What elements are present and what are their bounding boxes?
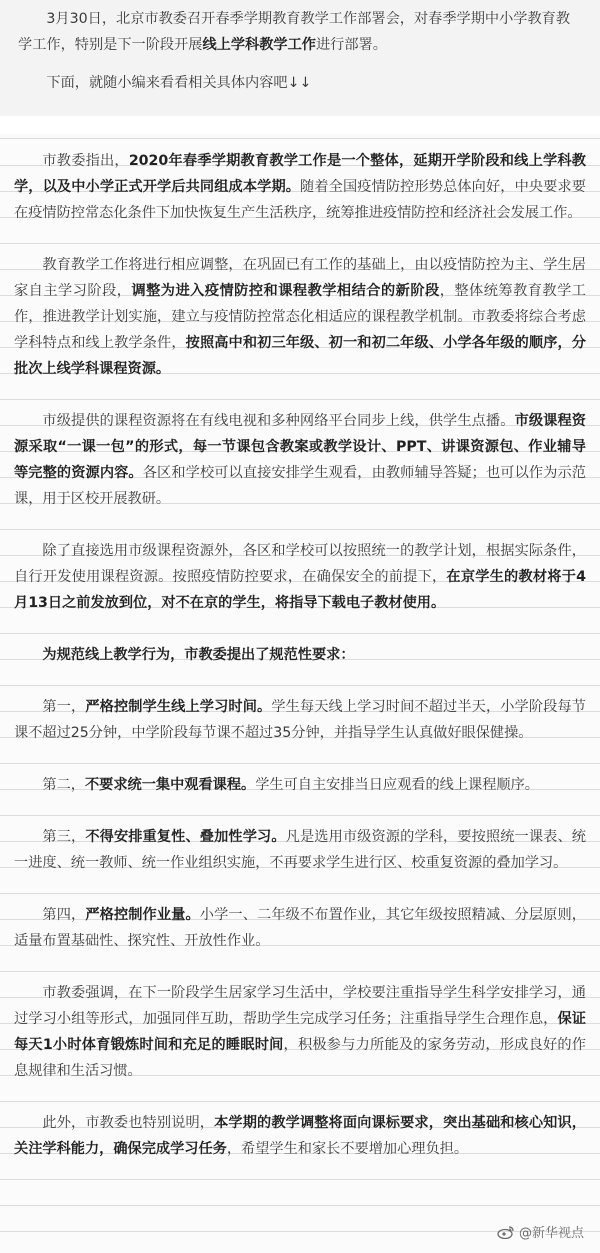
text-span: 市教委强调，在下一阶段学生居家学习生活中，学校要注重指导学生科学安排学习，通过学习小组等形式，加强同伴互助，帮助学生完成学习任务；注重指导学生合理作息， — [14, 985, 586, 1027]
bold-span: 严格控制学生线上学习时间。 — [85, 699, 272, 715]
paragraph-1 — [14, 148, 586, 226]
bold-span: 线上学科教学工作 — [202, 37, 316, 53]
watermark-text: @新华视点 — [518, 1226, 584, 1241]
text-span: 市级提供的课程资源将在有线电视和多种网络平台同步上线，供学生点播。 — [42, 413, 515, 429]
text-span: 随着全国疫情防控形势总体向好，中央要求要在疫情防控常态化条件下加快恢复生产生活秩序，统筹推进疫情防控和经济社会发展工作。 — [14, 179, 586, 221]
text-span: 进行部署。 — [315, 37, 387, 53]
bold-span: 不要求统一集中观看课程。 — [84, 777, 256, 793]
paragraph-3 — [14, 408, 586, 512]
bold-span: 保证每天1小时体育锻炼时间和充足的睡眠时间 — [14, 1011, 586, 1053]
paragraph-9 — [14, 902, 586, 954]
text-span: 除了直接选用市级课程资源外，各区和学校可以按照统一的教学计划，根据实际条件，自行开发使用课程资源。按照疫情防控要求，在确保安全的前提下， — [14, 543, 586, 585]
text-span: ，希望学生和家长不要增加心理负担。 — [226, 1141, 469, 1157]
paragraph-8 — [14, 824, 586, 876]
intro-prompt: 下面，就随小编来看看相关具体内容吧↓↓ — [46, 75, 312, 91]
paragraph-6 — [14, 694, 586, 746]
weibo-icon — [497, 1225, 515, 1239]
weibo-watermark — [497, 1222, 584, 1241]
paragraph-11 — [14, 1110, 586, 1162]
paragraph-2 — [14, 252, 586, 382]
text-span: 学生每天线上学习时间不超过半天，小学阶段每节课不超过25分钟，中学阶段每节课不超过35分钟，并指导学生认真做好眼保健操。 — [14, 699, 586, 741]
text-span: 凡是选用市级资源的学科，要按照统一课表、统一进度、统一教师、统一作业组织实施，不再要求学生进行区、校重复资源的叠加学习。 — [14, 829, 586, 871]
bold-span: 市级课程资源采取“一课一包”的形式，每一节课包含教案或教学设计、PPT、讲课资源包、作业辅导等完整的资源内容。 — [14, 413, 586, 481]
text-span: 教育教学工作将进行相应调整，在巩固已有工作的基础上，由以疫情防控为主、学生居家自主学习阶段， — [14, 257, 586, 299]
text-span: ，积极参与力所能及的家务劳动，形成良好的作息规律和生活习惯。 — [14, 1037, 586, 1079]
article-body — [0, 134, 600, 1253]
bold-span: 为规范线上教学行为，市教委提出了规范性要求： — [42, 647, 355, 663]
text-span: 第四， — [42, 907, 86, 923]
paragraph-10 — [14, 980, 586, 1084]
text-span: 此外，市教委也特别说明， — [42, 1115, 215, 1131]
bold-span: 2020年春季学期教育教学工作是一个整体，延期开学阶段和线上学科教学，以及中小学正式开学后共同组成本学期。 — [14, 153, 586, 195]
paragraph-7 — [14, 772, 586, 798]
text-span: 第二， — [42, 777, 85, 793]
text-span: 第三， — [42, 829, 86, 845]
text-span: ，整体统筹教育教学工作，推进教学计划实施，建立与疫情防控常态化相适应的课程教学机制。市教委将综合考虑学科特点和线上教学条件， — [14, 283, 586, 351]
intro-paragraph — [18, 6, 584, 58]
bold-span: 在京学生的教材将于4月13日之前发放到位，对不在京的学生，将指导下载电子教材使用。 — [14, 569, 586, 611]
bold-span: 按照高中和初三年级、初一和初二年级、小学各年级的顺序，分批次上线学科课程资源。 — [14, 335, 586, 377]
text-span: 学生可自主安排当日应观看的线上课程顺序。 — [255, 777, 539, 793]
paragraph-4 — [14, 538, 586, 616]
bold-span: 调整为进入疫情防控和课程教学相结合的新阶段 — [131, 283, 440, 299]
bold-span: 不得安排重复性、叠加性学习。 — [85, 829, 286, 845]
intro-box — [0, 0, 600, 116]
bold-span: 本学期的教学调整将面向课标要求，突出基础和核心知识，关注学科能力，确保完成学习任务 — [14, 1115, 586, 1157]
text-span: 各区和学校可以直接安排学生观看，由教师辅导答疑；也可以作为示范课，用于区校开展教研。 — [14, 465, 586, 507]
text-span: 市教委指出， — [42, 153, 129, 169]
bold-span: 严格控制作业量。 — [85, 907, 200, 923]
text-span: 小学一、二年级不布置作业，其它年级按照精减、分层原则，适量布置基础性、探究性、开放性作业。 — [14, 907, 586, 949]
text-span: 第一， — [42, 699, 86, 715]
text-span: 3月30日，北京市教委召开春季学期教育教学工作部署会，对春季学期中小学教育教学工作，特别是下一阶段开展 — [18, 11, 571, 53]
paragraph-5-heading — [14, 642, 586, 668]
